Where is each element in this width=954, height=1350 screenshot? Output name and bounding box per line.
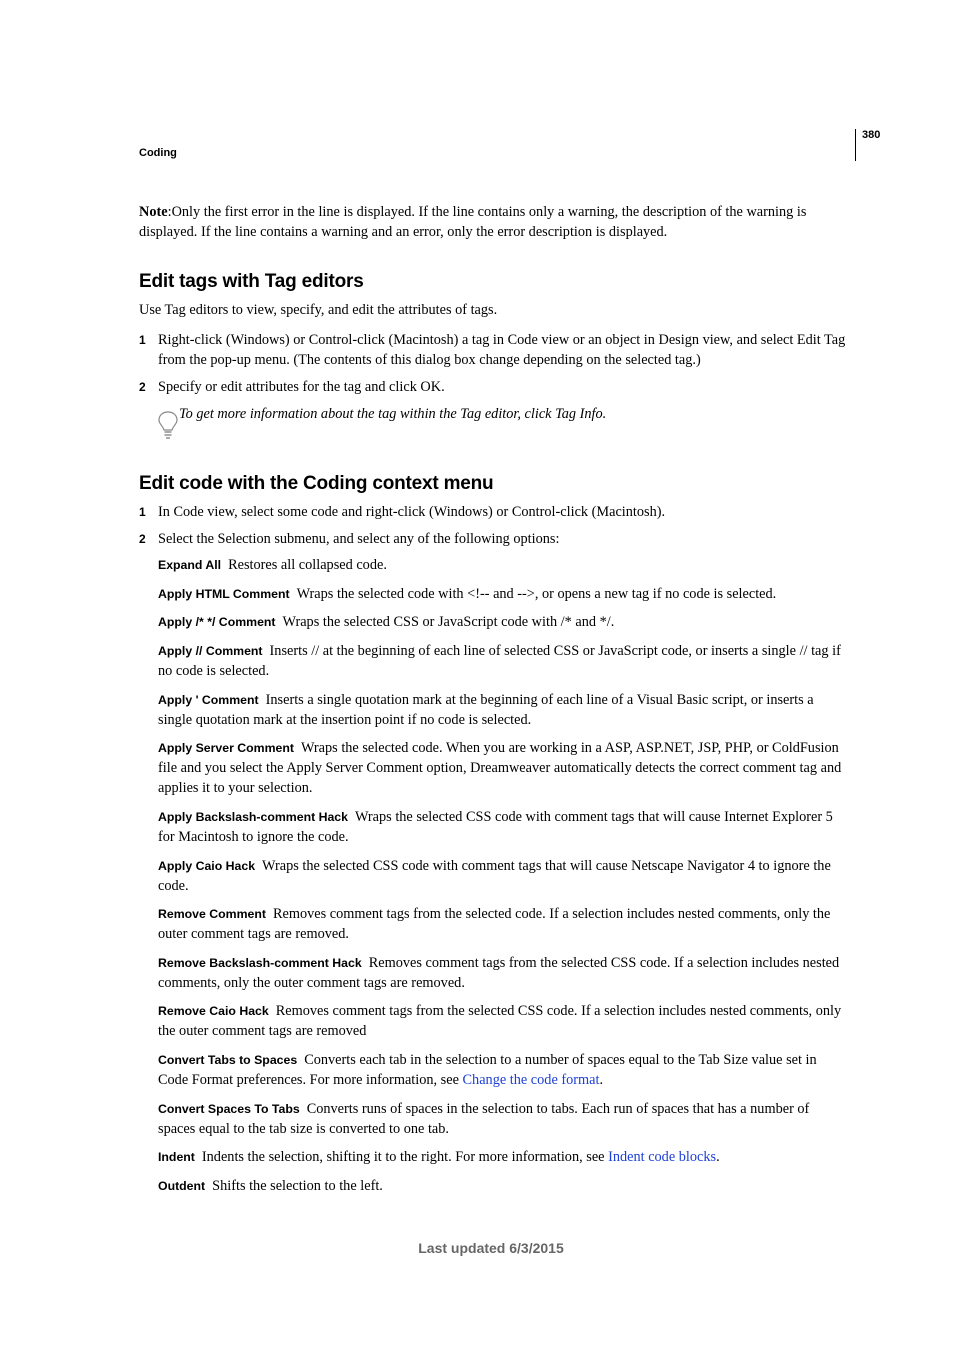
option-desc: Wraps the selected code. When you are working in a ASP, ASP.NET, JSP, PHP, or ColdFusion file and you select the Apply Server Comment option, Dreamweaver automatically detects the correct comment tag and applies it to your selection. xyxy=(158,740,842,796)
option-desc-end: . xyxy=(599,1072,604,1088)
option-desc: Converts each tab in the selection to a number of spaces equal to the Tab Size value set in Code Format preferences. For more information, see xyxy=(158,1052,817,1088)
note-text: :Only the first error in the line is displayed. If the line contains only a warning, the description of the warning is displayed. If the line contains a warning and an error, only the error description is displayed. xyxy=(139,204,807,240)
option-apply-caio-hack xyxy=(158,856,850,896)
option-desc: Wraps the selected code with <!-- and -->, or opens a new tag if no code is selected. xyxy=(296,586,777,602)
step-text: Right-click (Windows) or Control-click (Macintosh) a tag in Code view or an object in Design view, and select Edit Tag from the pop-up menu. (The contents of this dialog box change depending on the selected tag.) xyxy=(158,332,846,368)
option-outdent xyxy=(158,1176,850,1196)
section-heading-tag-editors: Edit tags with Tag editors xyxy=(139,271,364,292)
option-indent xyxy=(158,1147,850,1167)
option-apply-line-comment xyxy=(158,641,850,681)
section-heading-context-menu: Edit code with the Coding context menu xyxy=(139,473,494,494)
running-header: Coding xyxy=(139,147,177,159)
option-apply-css-comment xyxy=(158,612,850,632)
section-intro: Use Tag editors to view, specify, and edit the attributes of tags. xyxy=(139,302,498,318)
lightbulb-icon xyxy=(157,410,179,440)
footer-last-updated: Last updated 6/3/2015 xyxy=(418,1240,564,1256)
option-term: Remove Caio Hack xyxy=(158,1004,269,1018)
page-number: 380 xyxy=(862,129,881,141)
option-desc: Wraps the selected CSS code with comment tags that will cause Netscape Navigator 4 to ignore the code. xyxy=(158,858,831,894)
step-text: Select the Selection submenu, and select any of the following options: xyxy=(158,531,560,547)
option-desc: Inserts // at the beginning of each line of selected CSS or JavaScript code, or inserts a single // tag if no code is selected. xyxy=(158,643,841,679)
option-desc: Restores all collapsed code. xyxy=(228,557,387,573)
option-desc: Indents the selection, shifting it to the right. For more information, see xyxy=(201,1149,609,1165)
option-expand-all xyxy=(158,555,850,575)
tip-text: To get more information about the tag within the Tag editor, click Tag Info. xyxy=(179,406,607,422)
option-term: Convert Tabs to Spaces xyxy=(158,1053,298,1067)
option-desc: Removes comment tags from the selected code. If a selection includes nested comments, only the outer comment tags are removed. xyxy=(158,906,831,942)
step-number: 1 xyxy=(139,505,146,519)
option-apply-backslash-hack xyxy=(158,807,850,847)
note-paragraph xyxy=(139,202,851,242)
step-item xyxy=(139,330,851,370)
step-number: 1 xyxy=(139,333,146,347)
option-term: Convert Spaces To Tabs xyxy=(158,1102,300,1116)
option-desc: Removes comment tags from the selected CSS code. If a selection includes nested comments, only the outer comment tags are removed. xyxy=(158,955,840,991)
option-term: Expand All xyxy=(158,558,222,572)
option-desc: Wraps the selected CSS or JavaScript code with /* and */. xyxy=(282,614,615,630)
step-text: Specify or edit attributes for the tag and click OK. xyxy=(158,379,445,395)
option-convert-spaces-to-tabs xyxy=(158,1099,850,1139)
option-term: Remove Backslash-comment Hack xyxy=(158,956,362,970)
header-divider xyxy=(855,129,856,161)
step-item xyxy=(139,502,851,522)
option-apply-html-comment xyxy=(158,584,850,604)
option-desc-end: . xyxy=(716,1149,720,1165)
note-label: Note xyxy=(139,204,168,220)
step-number: 2 xyxy=(139,532,146,546)
step-text: In Code view, select some code and right-click (Windows) or Control-click (Macintosh). xyxy=(158,504,666,520)
option-term: Remove Comment xyxy=(158,907,266,921)
option-remove-caio-hack xyxy=(158,1001,850,1041)
option-desc: Removes comment tags from the selected CSS code. If a selection includes nested comments, only the outer comment tags are removed xyxy=(158,1003,842,1039)
option-desc: Inserts a single quotation mark at the beginning of each line of a Visual Basic script, or inserts a single quotation mark at the insertion point if no code is selected. xyxy=(158,692,814,728)
change-code-format-link[interactable]: Change the code format xyxy=(462,1072,600,1088)
step-item xyxy=(139,529,851,549)
option-apply-server-comment xyxy=(158,738,850,798)
option-desc: Wraps the selected CSS code with comment tags that will cause Internet Explorer 5 for Macintosh to ignore the code. xyxy=(158,809,833,845)
option-desc: Shifts the selection to the left. xyxy=(212,1178,383,1194)
option-desc: Converts runs of spaces in the selection to tabs. Each run of spaces that has a number of spaces equal to the tab size is converted to one tab. xyxy=(158,1101,810,1137)
option-term: Apply // Comment xyxy=(158,644,263,658)
option-convert-tabs-to-spaces xyxy=(158,1050,850,1090)
step-item xyxy=(139,377,851,397)
option-apply-quote-comment xyxy=(158,690,850,730)
option-term: Indent xyxy=(158,1150,195,1164)
option-remove-backslash-hack xyxy=(158,953,850,993)
option-term: Apply Caio Hack xyxy=(158,859,256,873)
option-term: Apply ' Comment xyxy=(158,693,259,707)
step-number: 2 xyxy=(139,380,146,394)
option-term: Apply /* */ Comment xyxy=(158,615,276,629)
option-term: Apply Server Comment xyxy=(158,741,294,755)
option-term: Apply HTML Comment xyxy=(158,587,290,601)
indent-code-blocks-link[interactable]: Indent code blocks xyxy=(608,1149,717,1165)
option-remove-comment xyxy=(158,904,850,944)
option-term: Apply Backslash-comment Hack xyxy=(158,810,348,824)
option-term: Outdent xyxy=(158,1179,206,1193)
